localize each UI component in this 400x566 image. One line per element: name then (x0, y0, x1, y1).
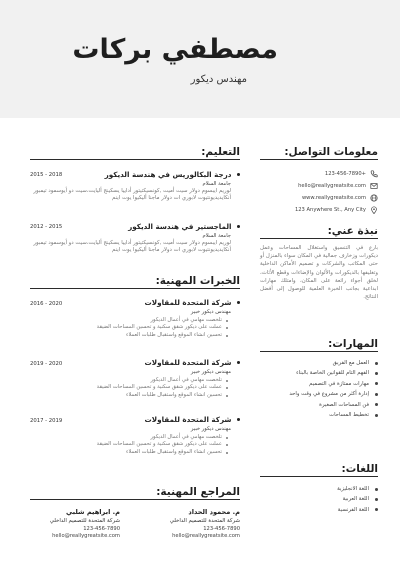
reference-name: م. محمود الحداد (188, 508, 240, 516)
contact-section-title: معلومات التواصل: (284, 146, 378, 158)
skill-item: إدارة أكثر من مشروع في وقت واحد (260, 389, 378, 399)
bullet-dot (237, 361, 241, 365)
skill-item: الفهم التام للقوانين الخاصة بالبناء (260, 368, 378, 378)
contact-address (260, 204, 378, 216)
experience-dates: 2019 - 2020 (30, 361, 63, 367)
language-item: اللغة الانجليزية (260, 484, 378, 494)
experience-bullet: عملت على ديكور شقق سكنية و تحسين المساحات الضيقة (30, 441, 228, 448)
experience-bullets (30, 317, 228, 339)
education-description: لوريم ايبسوم دولار سيت أميت ,كونسيكتيتور أداييا يسكينج أليايت،سيت دو أيوسمود تيمبور أنكايديديونتيوت لابوري ات دولار ماجنا أليكيوا يوت اينم (33, 240, 231, 254)
candidate-name: مصطفي بركات (72, 34, 278, 65)
language-item: اللغة العربية (260, 494, 378, 504)
bullet-dot (237, 225, 241, 229)
reference-company: شركة المتحدة للتصميم الداخلي (49, 518, 120, 524)
languages-divider (260, 476, 378, 477)
experience-bullets (30, 434, 228, 456)
skills-divider (260, 351, 378, 352)
bullet-dot (237, 301, 241, 305)
contact-website-text[interactable]: www.reallygreatsite.com (301, 195, 366, 201)
contact-website[interactable] (260, 192, 378, 204)
experience-bullet: تحسين انشاء الموقع واستقبال طلبات العملاء (30, 392, 228, 399)
experience-section-title: الخبرات المهنية: (155, 275, 240, 287)
degree-title: الماجستير في هندسة الديكور (128, 222, 232, 231)
company-name: شركة المتحدة للمقاولات (144, 358, 232, 367)
location-icon (370, 206, 378, 214)
education-description: لوريم ايبسوم دولار سيت أميت ,كونسيكتيتور أداييا يسكينج أليايت،سيت دو أيوسمود تيمبور أنكايديديونتيوت لابوري ات دولار ماجنا أليكيوا يوت اينم (33, 188, 231, 202)
company-name: شركة المتحدة للمقاولات (144, 298, 232, 307)
contact-email-text[interactable]: hello@reallygreatsite.com (298, 183, 366, 189)
languages-list (260, 484, 378, 515)
skills-list (260, 358, 378, 420)
phone-icon (370, 170, 378, 178)
reference-card (150, 508, 240, 539)
education-dates: 2012 - 2015 (30, 224, 63, 230)
school-name: جامعة السلام (202, 233, 231, 239)
role-title: مهندس ديكور خبير (190, 369, 231, 375)
contact-phone-text: 123-456-7890+ (324, 171, 366, 177)
experience-bullet: تحسين انشاء الموقع واستقبال طلبات العملاء (30, 332, 228, 339)
experience-bullet: عملت على ديكور شقق سكنية و تحسين المساحات الضيقة (30, 324, 228, 331)
languages-section-title: اللغات: (341, 463, 378, 475)
role-title: مهندس ديكور خبير (190, 426, 231, 432)
job-title: مهندس ديكور (190, 74, 247, 85)
about-divider (260, 238, 378, 239)
experience-dates: 2017 - 2019 (30, 418, 63, 424)
experience-dates: 2016 - 2020 (30, 301, 63, 307)
reference-email[interactable]: hello@reallygreatsite.com (52, 533, 120, 539)
reference-phone: 123-456-7890 (203, 525, 240, 532)
education-section-title: التعليم: (201, 146, 240, 158)
about-section-title: نبذة عني: (327, 225, 378, 237)
education-dates: 2015 - 2018 (30, 172, 63, 178)
references-divider (30, 499, 240, 500)
skill-item: تخطيط المساحات (260, 410, 378, 420)
experience-divider (30, 288, 240, 289)
company-name: شركة المتحدة للمقاولات (144, 415, 232, 424)
experience-bullet: تحسين انشاء الموقع واستقبال طلبات العملاء (30, 449, 228, 456)
language-item: اللغة الفرنسية (260, 505, 378, 515)
skill-item: فن المساحات الصغيرة (260, 400, 378, 410)
experience-bullet: عملت على ديكور شقق سكنية و تحسين المساحات الضيقة (30, 384, 228, 391)
email-icon (370, 182, 378, 190)
education-divider (30, 159, 240, 160)
reference-email[interactable]: hello@reallygreatsite.com (172, 533, 240, 539)
reference-name: م. ابراهيم شلبي (66, 508, 120, 516)
reference-card (30, 508, 120, 539)
skill-item: العمل مع الفريق (260, 358, 378, 368)
globe-icon (370, 194, 378, 202)
header-band (0, 0, 400, 118)
bullet-dot (237, 418, 241, 422)
references-section-title: المراجع المهنية: (156, 486, 240, 498)
skills-section-title: المهارات: (328, 338, 378, 350)
contact-divider (260, 159, 378, 160)
role-title: مهندس ديكور خبير (190, 309, 231, 315)
contact-email[interactable] (260, 180, 378, 192)
experience-bullet: تلخصت مهامي في أعمال الديكور (30, 434, 228, 441)
experience-bullets (30, 377, 228, 399)
experience-bullet: تلخصت مهامي في أعمال الديكور (30, 317, 228, 324)
contact-phone (260, 168, 378, 180)
reference-company: شركة المتحدة للتصميم الداخلي (169, 518, 240, 524)
skill-item: مهارات ممتازة في التصميم (260, 379, 378, 389)
degree-title: درجة البكالوريس في هندسة الديكور (104, 170, 232, 179)
contact-address-text: 123 Anywhere St., Any City (294, 207, 366, 213)
experience-bullet: تلخصت مهامي في أعمال الديكور (30, 377, 228, 384)
school-name: جامعة السلام (202, 181, 231, 187)
bullet-dot (237, 173, 241, 177)
reference-phone: 123-456-7890 (83, 525, 120, 532)
about-text: بارع في التنسيق واستغلال المساحات وعمل ديكورات وزخارف جمالية في المكان سواء بالمنزل أو حتى المكاتب والشركات و تصميم الأماكن الداخلية وتغليفها بالديكورات والألوان والإضاءات وقطع الأثاث، لخلق أجواء رائعة على المكان، وامتلك مهارات ابداعية بجانب الخبرة العلمية للوصول إلى أفضل النتائج. (260, 245, 378, 301)
